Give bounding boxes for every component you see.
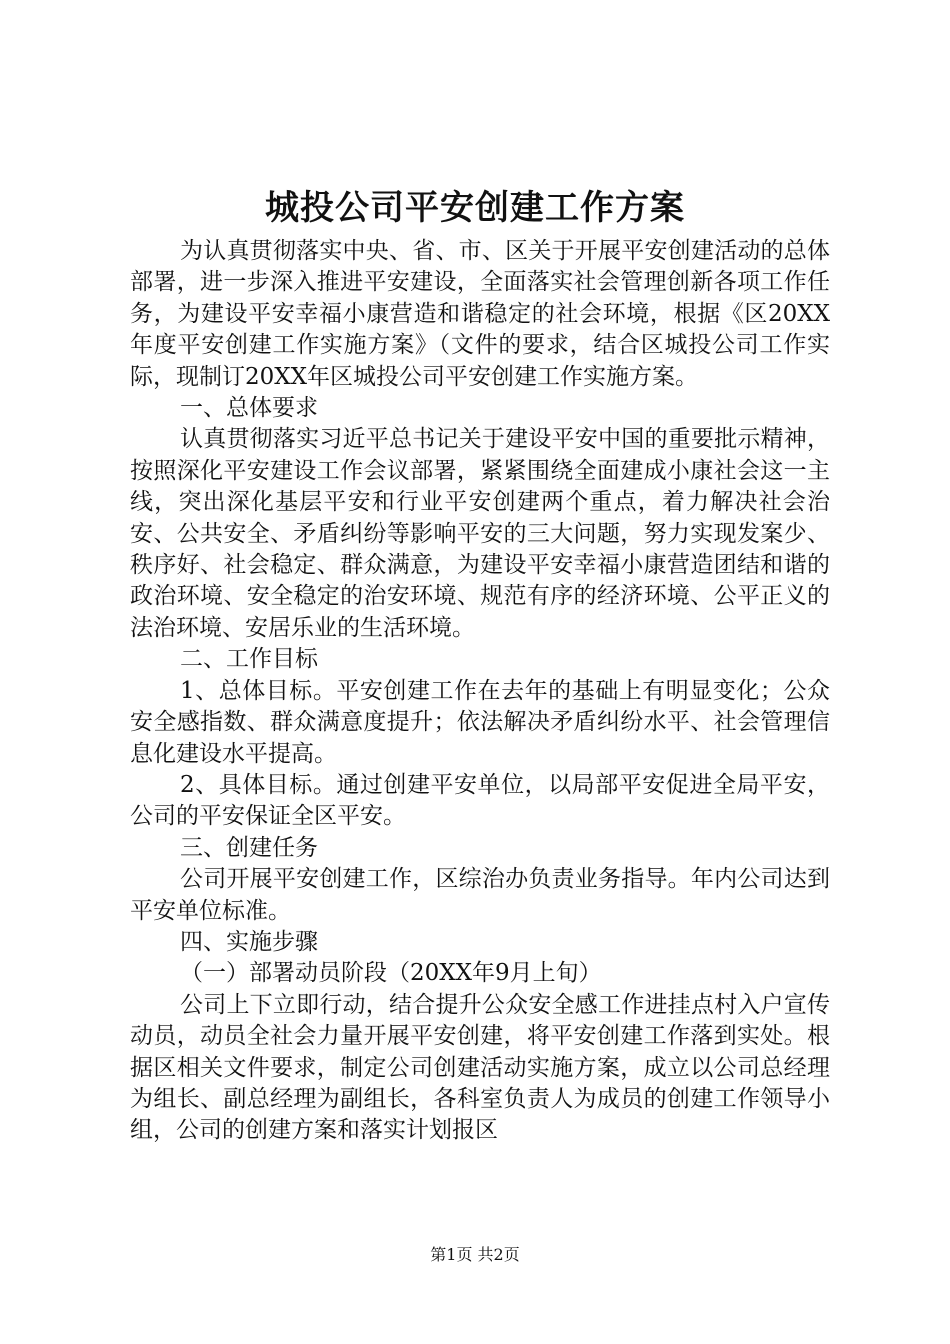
document-title: 城投公司平安创建工作方案 [265,188,685,228]
section-heading-steps: 四、实施步骤 [180,928,318,955]
section-heading-general-requirements: 一、总体要求 [180,395,318,422]
page-footer: 第1页 共2页 [430,1245,520,1264]
paragraph-tasks: 公司开展平安创建工作，区综治办负责业务指导。年内公司达到平安单位标准。 [130,866,830,924]
document-body [130,236,830,1147]
subsection-heading-mobilization: （一）部署动员阶段（20XX年9月上旬） [180,960,602,987]
paragraph-general-requirements: 认真贯彻落实习近平总书记关于建设平安中国的重要批示精神，按照深化平安建设工作会议部署，紧紧围绕全面建成小康社会这一主线，突出深化基层平安和行业平安创建两个重点，着力解决社会治安、公共安全、矛盾纠纷等影响平安的三大问题，努力实现发案少、秩序好、社会稳定、群众满意，为建设平安幸福小康营造团结和谐的政治环境、安全稳定的治安环境、规范有序的经济环境、公平正义的法治环境、安居乐业的生活环境。 [130,426,830,641]
paragraph-specific-goal: 2、具体目标。通过创建平安单位，以局部平安促进全局平安，公司的平安保证全区平安。 [130,771,830,830]
paragraph-overall-goal: 1、总体目标。平安创建工作在去年的基础上有明显变化；公众安全感指数、群众满意度提升；依法解决矛盾纠纷水平、社会管理信息化建设水平提高。 [130,677,830,767]
paragraph-mobilization: 公司上下立即行动，结合提升公众安全感工作进挂点村入户宣传动员，动员全社会力量开展平安创建，将平安创建工作落到实处。根据区相关文件要求，制定公司创建活动实施方案，成立以公司总经理为组长、副总经理为副组长，各科室负责人为成员的创建工作领导小组，公司的创建方案和落实计划报区 [130,991,830,1144]
paragraph-intro: 为认真贯彻落实中央、省、市、区关于开展平安创建活动的总体部署，进一步深入推进平安建设，全面落实社会管理创新各项工作任务，为建设平安幸福小康营造和谐稳定的社会环境，根据《区20XX年度平安创建工作实施方案》（文件的要求，结合区城投公司工作实际，现制订20XX年区城投公司平安创建工作实施方案。 [130,238,830,390]
section-heading-tasks: 三、创建任务 [180,834,318,861]
section-heading-work-goals: 二、工作目标 [180,646,318,673]
